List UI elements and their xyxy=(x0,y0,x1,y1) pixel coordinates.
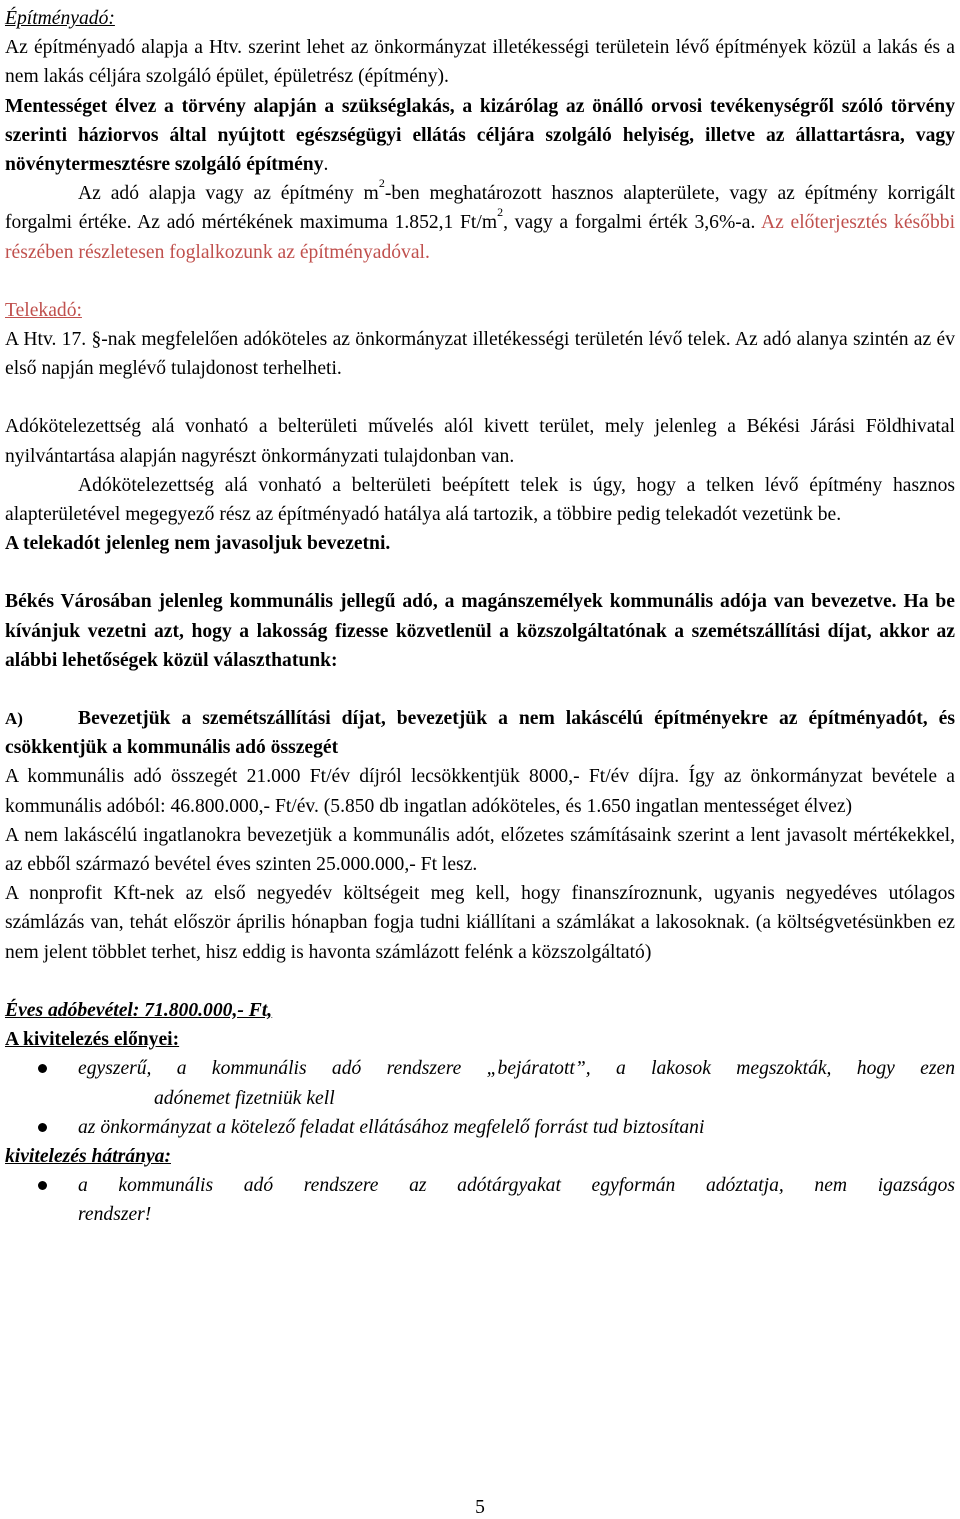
superscript-2b: 2 xyxy=(497,205,504,220)
bullet-icon xyxy=(38,1064,47,1073)
telekado-p4: A telekadót jelenleg nem javasoljuk bevezetni. xyxy=(5,533,391,555)
bullet-icon xyxy=(38,1123,47,1132)
epitmenyado-p3-red: Az előterjesztés későbbi részében részletesen foglalkozunk az építményadóval. xyxy=(5,212,956,263)
bullet-icon xyxy=(38,1181,47,1190)
epitmenyado-p3-b: -ben meghatározott hasznos alapterülete, vagy az építmény korrigált forgalmi értéke. Az adó mértékének maximuma 1.852,1 Ft/m xyxy=(5,183,955,234)
option-a-p1: A kommunális adó összegét 21.000 Ft/év díjról lecsökkentjük 8000,- Ft/év díjra. Így az önkormányzat bevétele a kommunális adóból: 46.800.000,- Ft/év. (5.850 db ingatlan adóköteles, és 1.650 ingatlan mentességet élvez) xyxy=(5,766,955,817)
option-a-label: A) xyxy=(5,709,23,729)
pros-item-1 xyxy=(5,1054,955,1112)
telekado-title: Telekadó: xyxy=(5,299,82,321)
pros-item-2 xyxy=(5,1113,955,1142)
epitmenyado-p2 xyxy=(5,92,955,180)
telekado-p1: A Htv. 17. §-nak megfelelően adóköteles az önkormányzat illetékességi területén lévő telek. Az adó alanya szintén az év első napján meglévő tulajdonost terhelheti. xyxy=(5,329,955,380)
epitmenyado-p2-end: . xyxy=(323,154,329,176)
superscript-2: 2 xyxy=(378,176,385,191)
cons-title: kivitelezés hátránya: xyxy=(5,1145,171,1167)
kommunalis-p1: Békés Városában jelenleg kommunális jellegű adó, a magánszemélyek kommunális adója van bevezetve. Ha be kívánjuk vezetni azt, hogy a lakosság fizesse közvetlenül a közszolgáltatónak a szemétszállítási díjat, akkor az alábbi lehetőségek közül választhatunk: xyxy=(5,591,955,671)
option-a-p2: A nem lakáscélú ingatlanokra bevezetjük a kommunális adót, előzetes számításaink szerint a lent javasolt mértékekkel, az ebből származó bevétel éves szinten 25.000.000,- Ft lesz. xyxy=(5,824,955,876)
pros-title: A kivitelezés előnyei: xyxy=(5,1029,180,1051)
document-page xyxy=(5,4,955,1230)
telekado-p2: Adókötelezettség alá vonható a belterületi művelés alól kivett terület, mely jelenleg a Békési Járási Földhivatal nyilvántartása alapján nagyrészt önkormányzati tulajdonban van. xyxy=(5,416,955,467)
option-a-p3: A nonprofit Kft-nek az első negyedév költségeit meg kell, hogy finanszíroznunk, ugyanis negyedéves utólagos számlázás van, tehát először április hónapban fogja tudni kiállítani a számlákat a lakosoknak. (a költségvetésünkben ez nem jelent többlet terhet, hisz eddig is havonta számlázott felénk a közszolgáltató) xyxy=(5,883,955,963)
annual-revenue: Éves adóbevétel: 71.800.000,- Ft, xyxy=(5,999,273,1021)
option-a-title-text: Bevezetjük a szemétszállítási díjat, bevezetjük a nem lakáscélú építményekre az építményadót, és csökkentjük a kommunális adó összegét xyxy=(5,708,955,759)
epitmenyado-p3-c: , vagy a forgalmi érték 3,6%-a. xyxy=(503,212,756,234)
pros-item-2-line1: az önkormányzat a kötelező feladat ellátásához megfelelő forrást tud biztosítani xyxy=(78,1116,705,1138)
epitmenyado-p3 xyxy=(5,176,956,267)
option-a-title xyxy=(5,704,955,762)
epitmenyado-p1: Az építményadó alapja a Htv. szerint lehet az önkormányzat illetékességi területein lévő építmények közül a lakás és a nem lakás céljára szolgáló épület, épületrész (építmény). xyxy=(5,37,955,88)
epitmenyado-title: Építményadó: xyxy=(5,8,115,29)
epitmenyado-p3-a: Az adó alapja vagy az építmény m xyxy=(78,183,379,205)
cons-item-1-line1: a kommunális adó rendszere az adótárgyakat egyformán adóztatja, nem igazságos xyxy=(78,1175,955,1197)
telekado-p3: Adókötelezettség alá vonható a belterületi beépített telek is úgy, hogy a telken lévő építmény hasznos alapterületével megegyező rész az építményadó hatálya alá tartozik, a többire pedig telekadót vezetünk be. xyxy=(5,474,955,526)
pros-item-1-line2: adónemet fizetniük kell xyxy=(154,1087,335,1109)
cons-item-1 xyxy=(5,1171,955,1229)
epitmenyado-p2-bold: Mentességet élvez a törvény alapján a szükséglakás, a kizárólag az önálló orvosi tevékenységről szóló törvény szerinti háziorvos által nyújtott egészségügyi ellátás céljára szolgáló helyiség, illetve az állattartásra, vagy növénytermesztésre szolgáló építmény xyxy=(5,95,955,176)
pros-item-1-line1: egyszerű, a kommunális adó rendszere „bejáratott”, a lakosok megszokták, hogy ezen xyxy=(78,1058,955,1080)
page-number: 5 xyxy=(475,1497,485,1518)
cons-item-1-line2: rendszer! xyxy=(78,1204,152,1226)
